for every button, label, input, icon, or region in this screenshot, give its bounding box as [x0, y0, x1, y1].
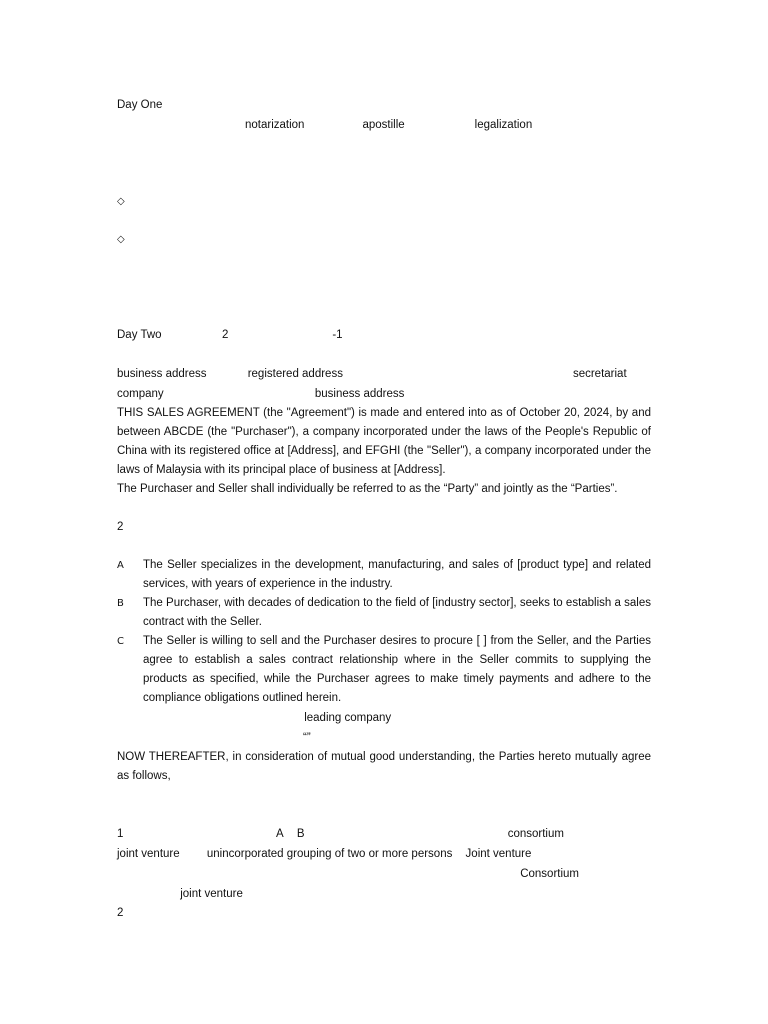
day-one-terms-line	[117, 115, 651, 135]
leading-company-line: leading company	[117, 708, 651, 728]
cjk-text-gap	[117, 728, 303, 741]
cjk-text-gap	[284, 824, 294, 837]
cjk-paragraph-gap	[117, 268, 651, 306]
cjk-heading-gap	[117, 805, 651, 824]
cjk-text-gap	[164, 384, 312, 397]
recital-item	[117, 594, 651, 632]
now-thereafter-paragraph: NOW THEREAFTER, in consideration of mutual good understanding, the Parties hereto mutually agree as follows,	[117, 751, 651, 782]
term-notarization: notarization	[245, 119, 305, 131]
cjk-text-gap	[452, 844, 462, 857]
item1-line: Consortium	[117, 864, 651, 884]
section1-terms-line: business address registered address secretariat	[117, 364, 651, 384]
recital-label: B	[117, 598, 124, 609]
recital-label: A	[117, 560, 124, 571]
agreement-paragraph: THIS SALES AGREEMENT (the "Agreement") is made and entered into as of October 20, 2024, by and between ABCDE (the "Purchaser"), a company incorporated under the laws of the People's Republic of China with its registered office at [Address], and EFGHI (the "Seller"), a company incorporated under the laws of Malaysia with its principal place of business at [Address].	[117, 407, 651, 476]
recital-item	[117, 632, 651, 708]
cjk-text-gap	[117, 864, 517, 877]
document-page	[117, 96, 651, 923]
recital-text: The Purchaser, with decades of dedication to the field of [industry sector], seeks to establish a sales contract with the Seller.	[143, 597, 651, 628]
day-two-heading: Day Two 2 -1	[117, 325, 651, 345]
blank-line	[117, 306, 651, 325]
cjk-text-gap	[305, 824, 505, 837]
item1-line: joint venture	[117, 884, 651, 904]
quoted-term-line: “”	[117, 728, 651, 748]
bullet-item	[117, 230, 651, 268]
recital-text: The Seller is willing to sell and the Purchaser desires to procure [ ] from the Seller, and the Parties agree to establish a sales contract relationship where in the Seller commits to supplying the products as specified, while the Purchaser agrees to make timely payments and adhere to the compliance obligations outlined herein.	[143, 635, 651, 704]
item1-line: joint venture unincorporated grouping of two or more persons Joint venture	[117, 844, 651, 864]
item2-number: 2	[117, 907, 124, 919]
section1-terms-line: company business address	[117, 384, 651, 404]
recital-text: The Seller specializes in the development, manufacturing, and sales of [product type] and related services, with years of experience in the industry.	[143, 559, 651, 590]
diamond-bullet-icon: ◇	[117, 234, 125, 245]
cjk-text-gap	[228, 325, 332, 338]
blank-line	[117, 499, 651, 518]
cjk-text-gap	[117, 884, 177, 897]
cjk-text-gap	[405, 115, 475, 128]
item1-line: 1 A B consortium	[117, 824, 651, 844]
day-one-heading: Day One	[117, 99, 163, 111]
cjk-text-gap	[304, 115, 362, 128]
cjk-text-gap	[143, 192, 651, 230]
diamond-bullet-icon: ◇	[117, 196, 125, 207]
section2-number: 2	[117, 521, 124, 533]
term-legalization: legalization	[474, 119, 533, 131]
cjk-text-gap	[117, 115, 245, 128]
blank-line	[117, 786, 651, 805]
cjk-text-gap	[123, 824, 273, 837]
recital-label: C	[117, 636, 124, 647]
cjk-paragraph-gap	[117, 135, 651, 192]
recital-item	[117, 556, 651, 594]
cjk-text-gap	[117, 708, 301, 721]
cjk-text-gap	[207, 364, 245, 377]
term-apostille: apostille	[362, 119, 405, 131]
bullet-item	[117, 192, 651, 230]
cjk-paragraph-gap	[117, 345, 651, 364]
cjk-text-gap	[143, 230, 651, 268]
cjk-paragraph-gap	[117, 537, 651, 556]
cjk-text-gap	[180, 844, 204, 857]
cjk-text-gap	[165, 325, 219, 338]
parties-paragraph: The Purchaser and Seller shall individually be referred to as the “Party” and jointly as the “Parties”.	[117, 483, 618, 495]
cjk-text-gap	[343, 364, 573, 377]
